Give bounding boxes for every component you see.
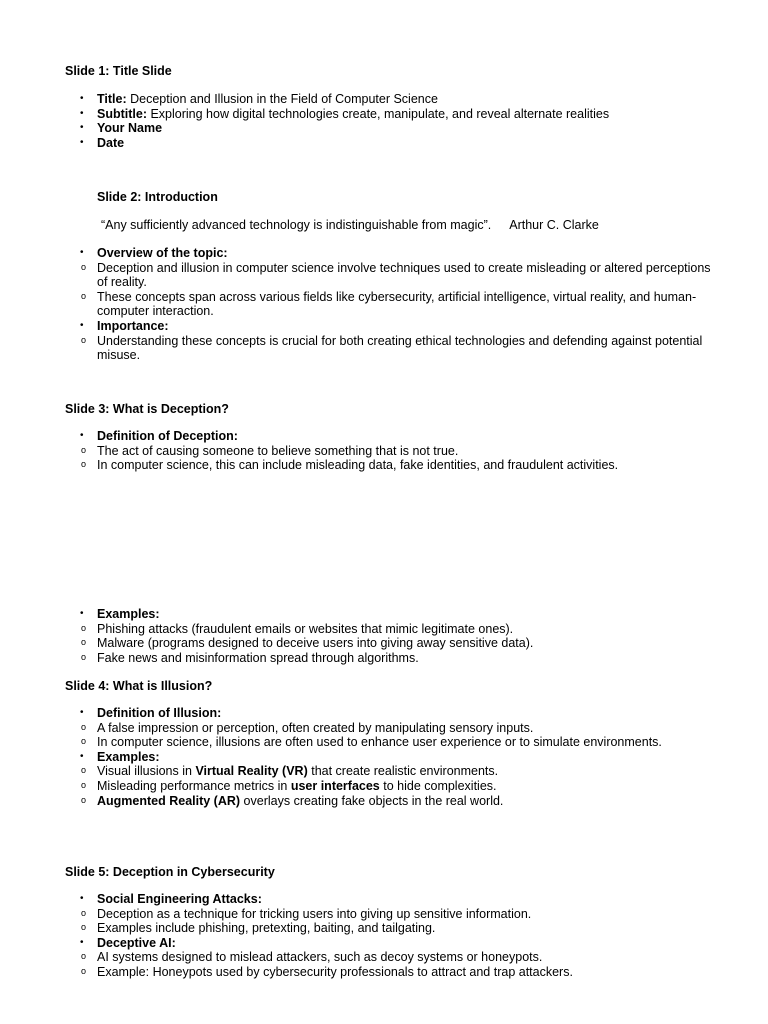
text: Visual illusions in [97,764,196,779]
bold-text: user interfaces [290,778,380,793]
sub-list-item: o Understanding these concepts is crucial for both creating ethical technologies and defending against potential misuse. [64,334,717,363]
bold-text: Virtual Reality (VR) [195,764,308,779]
sub-list-item: o Examples include phishing, pretexting, baiting, and tailgating. [64,921,717,936]
sub-list-item: o Example: Honeypots used by cybersecurity professionals to attract and trap attackers. [64,965,717,980]
slide5-list [97,892,717,980]
slide4-list [97,706,717,808]
quote-author: Arthur C. Clarke [509,218,599,232]
text: that create realistic environments. [307,764,499,779]
item-text: Deception and Illusion in the Field of Computer Science [126,92,438,106]
ai-label: Deceptive AI: [97,935,176,950]
item-label: Date [97,135,125,150]
list-item [97,246,717,319]
slide1-heading: Slide 1: Title Slide [65,64,172,78]
item-text: Exploring how digital technologies create, manipulate, and reveal alternate realities [147,106,610,121]
text: Misleading performance metrics in [97,778,291,793]
slide3-heading: Slide 3: What is Deception? [65,402,229,416]
sub-list-item [64,794,717,809]
list-item [97,136,717,151]
importance-label: Importance: [97,318,169,333]
sub-list-item: o Deception as a technique for tricking users into giving up sensitive information. [64,907,717,922]
item-label: Title: [97,92,127,106]
list-item [97,607,717,665]
list-item [97,319,717,363]
bold-text: Augmented Reality (AR) [97,793,241,808]
sub-list-item: o In computer science, this can include misleading data, fake identities, and fraudulent activities. [64,458,717,473]
slide3-examples-list [97,607,717,665]
sub-list-item: o AI systems designed to mislead attackers, such as decoy systems or honeypots. [64,950,717,965]
list-item [97,750,717,808]
quote [101,218,599,233]
social-label: Social Engineering Attacks: [97,892,262,906]
text: overlays creating fake objects in the real world. [240,793,504,808]
slide2-heading: Slide 2: Introduction [97,190,218,204]
list-item [97,92,717,107]
slide1-list [97,92,717,150]
list-item [97,706,717,750]
sub-list-item: o The act of causing someone to believe something that is not true. [64,444,717,459]
examples-label: Examples: [97,749,160,764]
sub-list-item: o Phishing attacks (fraudulent emails or websites that mimic legitimate ones). [64,622,717,637]
sub-list-item: o Fake news and misinformation spread through algorithms. [64,651,717,666]
slide5-heading: Slide 5: Deception in Cybersecurity [65,865,275,879]
sub-list-item: o In computer science, illusions are often used to enhance user experience or to simulate environments. [64,735,717,750]
quote-text: “Any sufficiently advanced technology is indistinguishable from magic”. [101,218,492,232]
sub-list-item: o Malware (programs designed to deceive users into giving away sensitive data). [64,636,717,651]
text: to hide complexities. [379,778,497,793]
slide3-definition-list [97,429,717,473]
list-item [97,429,717,473]
definition-label: Definition of Deception: [97,429,238,443]
sub-list-item [64,779,717,794]
list-item [97,107,717,122]
list-item [97,121,717,136]
sub-list-item: o A false impression or perception, often created by manipulating sensory inputs. [64,721,717,736]
sub-list-item: o Deception and illusion in computer science involve techniques used to create misleading or altered perceptions of reality. [64,261,717,290]
overview-label: Overview of the topic: [97,246,228,260]
item-label: Your Name [97,121,163,136]
sub-list-item: o These concepts span across various fields like cybersecurity, artificial intelligence, virtual reality, and human-computer interaction. [64,290,717,319]
item-label: Subtitle: [97,106,147,121]
examples-label: Examples: [97,607,160,621]
definition-label: Definition of Illusion: [97,706,222,720]
list-item [97,892,717,936]
slide4-heading: Slide 4: What is Illusion? [65,679,213,693]
list-item [97,936,717,980]
slide2-list [97,246,717,363]
sub-list-item [64,764,717,779]
